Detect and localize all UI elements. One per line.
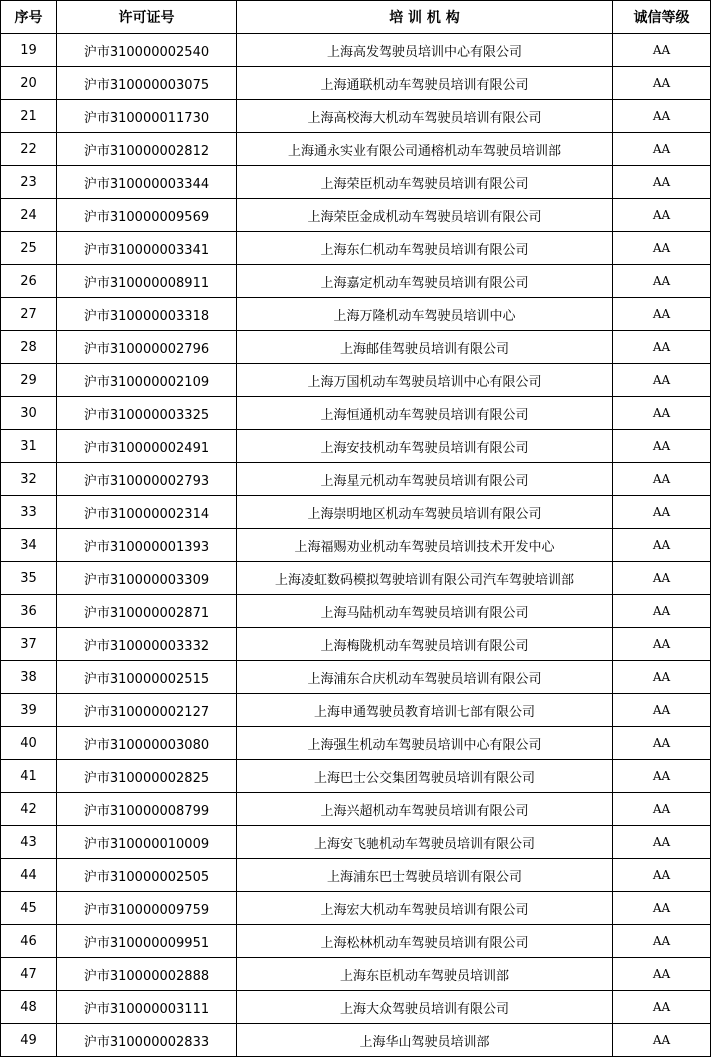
row-seq: 35 <box>1 562 57 595</box>
row-rating: AA <box>613 133 711 166</box>
table-row <box>1 34 711 67</box>
header-org: 培 训 机 构 <box>237 1 613 34</box>
row-seq: 38 <box>1 661 57 694</box>
table-row <box>1 364 711 397</box>
row-license: 沪市310000002109 <box>57 364 237 397</box>
row-org: 上海马陆机动车驾驶员培训有限公司 <box>237 595 613 628</box>
row-rating: AA <box>613 793 711 826</box>
table-row <box>1 694 711 727</box>
table-row <box>1 265 711 298</box>
row-seq: 49 <box>1 1024 57 1057</box>
row-org: 上海东仁机动车驾驶员培训有限公司 <box>237 232 613 265</box>
row-seq: 23 <box>1 166 57 199</box>
row-rating: AA <box>613 529 711 562</box>
row-seq: 41 <box>1 760 57 793</box>
row-seq: 32 <box>1 463 57 496</box>
row-rating: AA <box>613 727 711 760</box>
row-rating: AA <box>613 892 711 925</box>
row-org: 上海荣臣机动车驾驶员培训有限公司 <box>237 166 613 199</box>
row-license: 沪市310000003344 <box>57 166 237 199</box>
table-row <box>1 529 711 562</box>
row-org: 上海华山驾驶员培训部 <box>237 1024 613 1057</box>
row-seq: 33 <box>1 496 57 529</box>
row-org: 上海兴超机动车驾驶员培训有限公司 <box>237 793 613 826</box>
row-org: 上海通联机动车驾驶员培训有限公司 <box>237 67 613 100</box>
row-seq: 25 <box>1 232 57 265</box>
table-row <box>1 991 711 1024</box>
row-seq: 39 <box>1 694 57 727</box>
row-rating: AA <box>613 925 711 958</box>
row-org: 上海宏大机动车驾驶员培训有限公司 <box>237 892 613 925</box>
row-rating: AA <box>613 232 711 265</box>
row-seq: 22 <box>1 133 57 166</box>
row-seq: 26 <box>1 265 57 298</box>
row-seq: 48 <box>1 991 57 1024</box>
table-row <box>1 958 711 991</box>
row-seq: 43 <box>1 826 57 859</box>
row-license: 沪市310000003111 <box>57 991 237 1024</box>
table-header-row <box>1 1 711 34</box>
row-rating: AA <box>613 1024 711 1057</box>
row-license: 沪市310000009759 <box>57 892 237 925</box>
row-license: 沪市310000002793 <box>57 463 237 496</box>
row-license: 沪市310000002888 <box>57 958 237 991</box>
row-license: 沪市310000001393 <box>57 529 237 562</box>
table-row <box>1 760 711 793</box>
row-org: 上海申通驾驶员教育培训七部有限公司 <box>237 694 613 727</box>
row-rating: AA <box>613 760 711 793</box>
row-org: 上海东臣机动车驾驶员培训部 <box>237 958 613 991</box>
row-rating: AA <box>613 298 711 331</box>
row-org: 上海恒通机动车驾驶员培训有限公司 <box>237 397 613 430</box>
row-org: 上海高校海大机动车驾驶员培训有限公司 <box>237 100 613 133</box>
row-org: 上海梅陇机动车驾驶员培训有限公司 <box>237 628 613 661</box>
row-org: 上海巴士公交集团驾驶员培训有限公司 <box>237 760 613 793</box>
row-seq: 40 <box>1 727 57 760</box>
row-org: 上海万国机动车驾驶员培训中心有限公司 <box>237 364 613 397</box>
row-rating: AA <box>613 694 711 727</box>
row-license: 沪市310000009951 <box>57 925 237 958</box>
row-rating: AA <box>613 100 711 133</box>
row-license: 沪市310000003332 <box>57 628 237 661</box>
row-rating: AA <box>613 265 711 298</box>
row-license: 沪市310000003075 <box>57 67 237 100</box>
row-seq: 27 <box>1 298 57 331</box>
table-row <box>1 562 711 595</box>
row-license: 沪市310000002491 <box>57 430 237 463</box>
row-seq: 42 <box>1 793 57 826</box>
table-row <box>1 166 711 199</box>
row-seq: 45 <box>1 892 57 925</box>
row-rating: AA <box>613 34 711 67</box>
row-org: 上海浦东巴士驾驶员培训有限公司 <box>237 859 613 892</box>
table-row <box>1 1024 711 1057</box>
table-row <box>1 133 711 166</box>
row-license: 沪市310000002505 <box>57 859 237 892</box>
row-seq: 34 <box>1 529 57 562</box>
row-license: 沪市310000010009 <box>57 826 237 859</box>
row-org: 上海通永实业有限公司通榕机动车驾驶员培训部 <box>237 133 613 166</box>
row-rating: AA <box>613 331 711 364</box>
row-rating: AA <box>613 562 711 595</box>
row-rating: AA <box>613 364 711 397</box>
row-license: 沪市310000003309 <box>57 562 237 595</box>
row-org: 上海松林机动车驾驶员培训有限公司 <box>237 925 613 958</box>
table-row <box>1 67 711 100</box>
header-seq: 序号 <box>1 1 57 34</box>
row-seq: 46 <box>1 925 57 958</box>
row-org: 上海星元机动车驾驶员培训有限公司 <box>237 463 613 496</box>
table-row <box>1 925 711 958</box>
row-org: 上海强生机动车驾驶员培训中心有限公司 <box>237 727 613 760</box>
row-rating: AA <box>613 661 711 694</box>
table-row <box>1 331 711 364</box>
table-body <box>1 34 711 1057</box>
table-row <box>1 826 711 859</box>
row-license: 沪市310000009569 <box>57 199 237 232</box>
row-seq: 21 <box>1 100 57 133</box>
row-seq: 20 <box>1 67 57 100</box>
table-row <box>1 199 711 232</box>
row-license: 沪市310000002871 <box>57 595 237 628</box>
row-rating: AA <box>613 958 711 991</box>
table-row <box>1 628 711 661</box>
row-license: 沪市310000003325 <box>57 397 237 430</box>
table-row <box>1 793 711 826</box>
row-license: 沪市310000003318 <box>57 298 237 331</box>
row-license: 沪市310000002825 <box>57 760 237 793</box>
table-row <box>1 859 711 892</box>
row-rating: AA <box>613 166 711 199</box>
header-rating: 诚信等级 <box>613 1 711 34</box>
row-seq: 28 <box>1 331 57 364</box>
row-rating: AA <box>613 463 711 496</box>
row-seq: 29 <box>1 364 57 397</box>
row-seq: 44 <box>1 859 57 892</box>
row-seq: 37 <box>1 628 57 661</box>
row-rating: AA <box>613 430 711 463</box>
row-rating: AA <box>613 496 711 529</box>
row-license: 沪市310000011730 <box>57 100 237 133</box>
row-rating: AA <box>613 991 711 1024</box>
table-row <box>1 661 711 694</box>
row-org: 上海荣臣金成机动车驾驶员培训有限公司 <box>237 199 613 232</box>
row-org: 上海凌虹数码模拟驾驶培训有限公司汽车驾驶培训部 <box>237 562 613 595</box>
table-row <box>1 892 711 925</box>
row-org: 上海安飞驰机动车驾驶员培训有限公司 <box>237 826 613 859</box>
table-row <box>1 430 711 463</box>
row-license: 沪市310000003080 <box>57 727 237 760</box>
row-seq: 24 <box>1 199 57 232</box>
row-org: 上海高发驾驶员培训中心有限公司 <box>237 34 613 67</box>
row-rating: AA <box>613 628 711 661</box>
table-row <box>1 232 711 265</box>
row-license: 沪市310000002314 <box>57 496 237 529</box>
table-row <box>1 595 711 628</box>
row-org: 上海崇明地区机动车驾驶员培训有限公司 <box>237 496 613 529</box>
header-license: 许可证号 <box>57 1 237 34</box>
row-seq: 19 <box>1 34 57 67</box>
row-license: 沪市310000002796 <box>57 331 237 364</box>
row-rating: AA <box>613 199 711 232</box>
row-license: 沪市310000003341 <box>57 232 237 265</box>
row-rating: AA <box>613 859 711 892</box>
row-seq: 36 <box>1 595 57 628</box>
row-org: 上海邮佳驾驶员培训有限公司 <box>237 331 613 364</box>
row-seq: 31 <box>1 430 57 463</box>
row-org: 上海福赐劝业机动车驾驶员培训技术开发中心 <box>237 529 613 562</box>
row-license: 沪市310000002540 <box>57 34 237 67</box>
row-org: 上海浦东合庆机动车驾驶员培训有限公司 <box>237 661 613 694</box>
table-row <box>1 298 711 331</box>
row-org: 上海嘉定机动车驾驶员培训有限公司 <box>237 265 613 298</box>
row-org: 上海大众驾驶员培训有限公司 <box>237 991 613 1024</box>
row-rating: AA <box>613 595 711 628</box>
table-row <box>1 496 711 529</box>
row-license: 沪市310000008911 <box>57 265 237 298</box>
table-row <box>1 727 711 760</box>
row-license: 沪市310000008799 <box>57 793 237 826</box>
table-row <box>1 100 711 133</box>
row-org: 上海万隆机动车驾驶员培训中心 <box>237 298 613 331</box>
row-rating: AA <box>613 397 711 430</box>
table-row <box>1 463 711 496</box>
row-org: 上海安技机动车驾驶员培训有限公司 <box>237 430 613 463</box>
row-seq: 47 <box>1 958 57 991</box>
row-seq: 30 <box>1 397 57 430</box>
row-license: 沪市310000002812 <box>57 133 237 166</box>
row-license: 沪市310000002833 <box>57 1024 237 1057</box>
row-license: 沪市310000002515 <box>57 661 237 694</box>
row-license: 沪市310000002127 <box>57 694 237 727</box>
row-rating: AA <box>613 67 711 100</box>
row-rating: AA <box>613 826 711 859</box>
table-row <box>1 397 711 430</box>
